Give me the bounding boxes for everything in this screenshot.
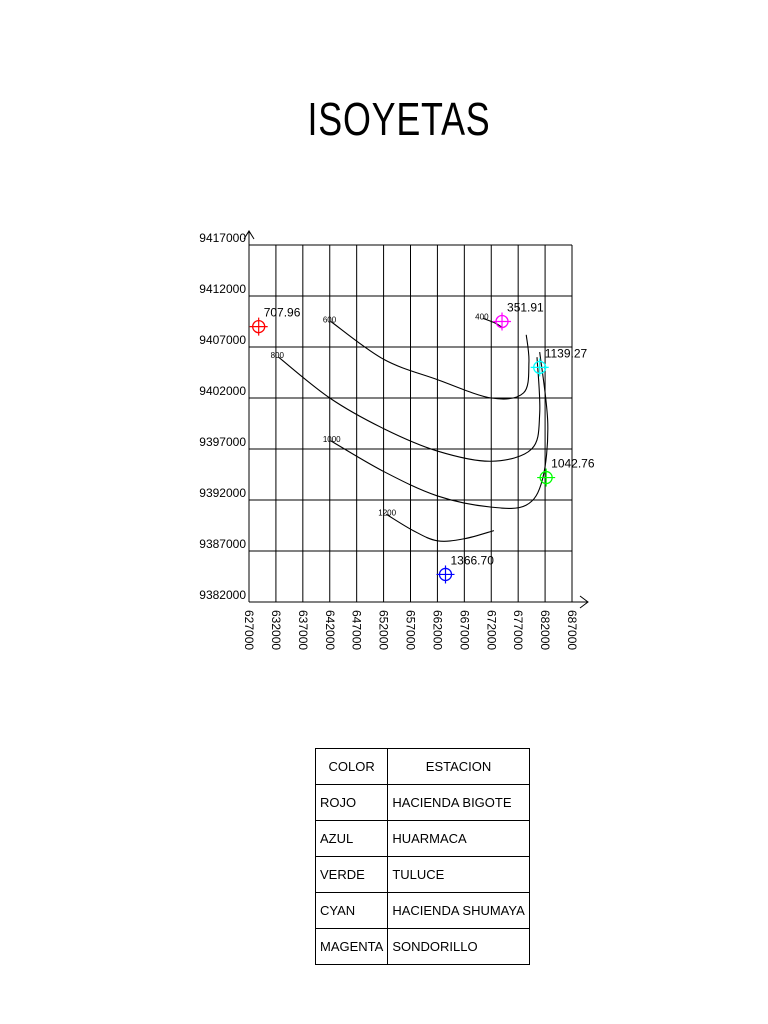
table-row xyxy=(316,785,530,821)
legend-station-name: TULUCE xyxy=(388,857,529,893)
x-tick-label: 662000 xyxy=(430,610,445,651)
x-tick-label: 687000 xyxy=(565,610,579,651)
isoline xyxy=(279,357,540,461)
station-value-label: 1139.27 xyxy=(544,346,588,361)
legend-color-name: VERDE xyxy=(316,857,388,893)
legend-station-name: HUARMACA xyxy=(388,821,529,857)
isoline-label: 600 xyxy=(322,315,337,325)
y-tick-label: 9387000 xyxy=(199,537,246,551)
y-tick-label: 9407000 xyxy=(199,333,246,347)
isoline xyxy=(386,514,494,541)
legend-color-name: ROJO xyxy=(316,785,388,821)
station-value-label: 351.91 xyxy=(507,300,544,315)
station-value-label: 1366.70 xyxy=(450,553,494,568)
x-tick-label: 677000 xyxy=(511,610,526,651)
isoline-label: 1200 xyxy=(378,508,397,518)
x-tick-label: 637000 xyxy=(295,610,310,651)
isoline-label: 800 xyxy=(270,351,284,361)
x-tick-label: 642000 xyxy=(322,610,337,651)
y-tick-label: 9382000 xyxy=(199,588,246,602)
x-tick-label: 627000 xyxy=(242,610,256,651)
x-tick-label: 652000 xyxy=(376,610,391,651)
legend-header-row xyxy=(316,749,530,785)
table-row xyxy=(316,821,530,857)
stations xyxy=(250,301,595,584)
y-tick-label: 9402000 xyxy=(199,384,246,398)
station-marker xyxy=(250,306,301,336)
station-value-label: 1042.76 xyxy=(551,456,595,471)
grid xyxy=(249,245,572,602)
table-row xyxy=(316,893,530,929)
x-tick-labels xyxy=(242,610,579,650)
table-row xyxy=(316,857,530,893)
page-title: ISOYETAS xyxy=(307,93,491,145)
x-tick-label: 632000 xyxy=(268,610,283,651)
y-tick-labels xyxy=(199,231,246,602)
isoline xyxy=(331,322,529,399)
isoline-label: 400 xyxy=(475,312,489,322)
x-tick-label: 682000 xyxy=(538,610,553,651)
legend-header-station: ESTACION xyxy=(388,749,529,785)
x-tick-label: 647000 xyxy=(349,610,364,651)
y-tick-label: 9412000 xyxy=(199,282,246,296)
station-marker xyxy=(531,346,588,376)
station-marker xyxy=(436,553,494,583)
legend-color-name: CYAN xyxy=(316,893,388,929)
table-row xyxy=(316,929,530,965)
legend-color-name: MAGENTA xyxy=(316,929,388,965)
legend-header-color: COLOR xyxy=(316,749,388,785)
legend-color-name: AZUL xyxy=(316,821,388,857)
legend-station-name: HACIENDA SHUMAYA xyxy=(388,893,529,929)
x-tick-label: 672000 xyxy=(484,610,499,651)
legend-table xyxy=(315,748,530,965)
legend-station-name: SONDORILLO xyxy=(388,929,529,965)
legend-station-name: HACIENDA BIGOTE xyxy=(388,785,529,821)
y-tick-label: 9392000 xyxy=(199,486,246,500)
y-tick-label: 9397000 xyxy=(199,435,246,449)
isoline xyxy=(331,352,548,508)
y-tick-label: 9417000 xyxy=(199,231,246,245)
x-tick-label: 667000 xyxy=(457,610,472,651)
x-tick-label: 657000 xyxy=(403,610,418,651)
station-value-label: 707.96 xyxy=(263,305,301,320)
isoline-label: 1000 xyxy=(322,434,341,444)
